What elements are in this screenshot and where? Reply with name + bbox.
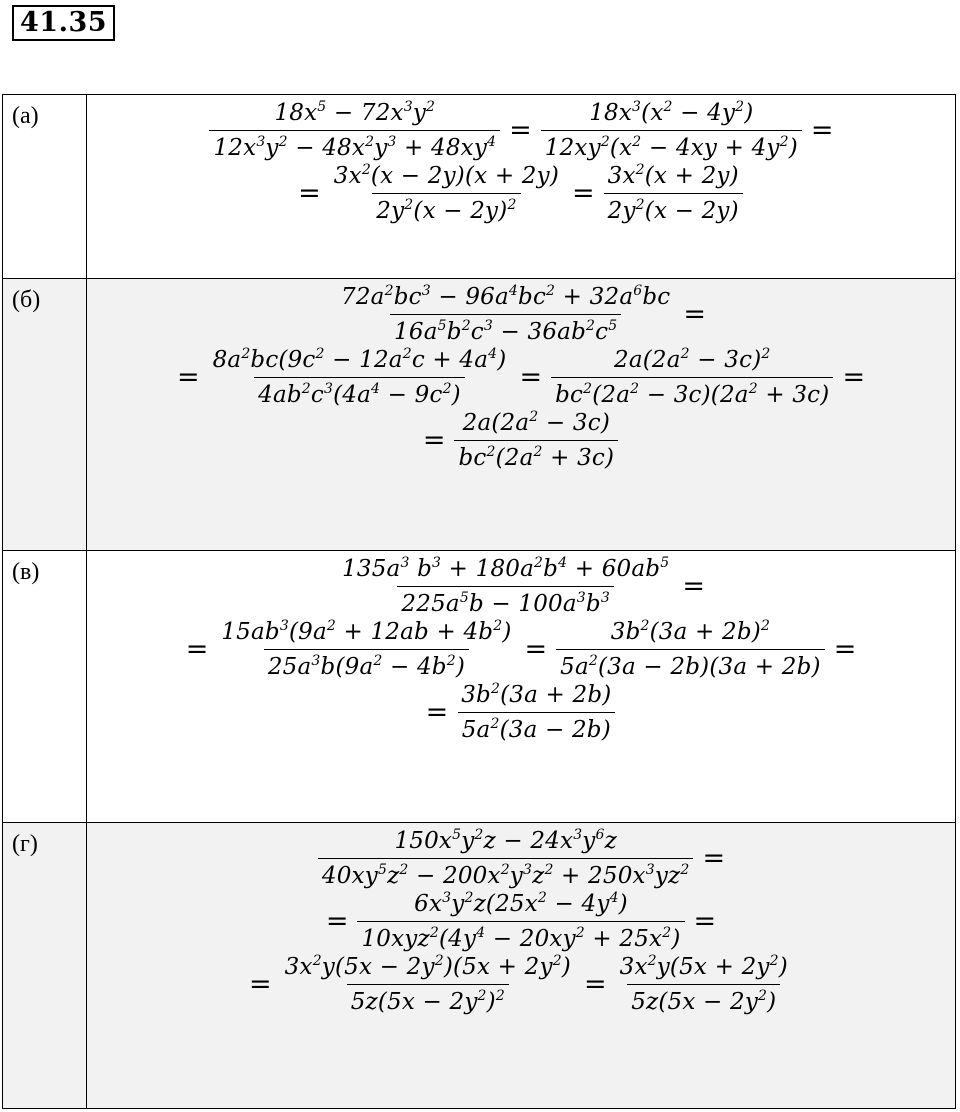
solution-table (2, 94, 956, 1109)
equation-block (87, 95, 955, 227)
fraction-numerator: $3x^2y(5x + 2y^2)$ (619, 953, 788, 980)
fraction-numerator: $3b^2(3a + 2b)$ (461, 681, 612, 708)
equation-line (313, 827, 729, 890)
fraction-numerator: $8a^2bc(9c^2 - 12a^2c + 4a^4)$ (212, 346, 507, 373)
fraction (330, 162, 563, 225)
equation-line (204, 99, 837, 162)
fraction-numerator: $18x^3(x^2 - 4y^2)$ (589, 99, 754, 126)
equals-sign: = (249, 969, 272, 1000)
equals-sign: = (176, 362, 200, 393)
fraction (281, 953, 575, 1016)
fraction-numerator: $3x^2y(5x - 2y^2)(5x + 2y^2)$ (284, 953, 571, 980)
fraction-numerator: $135a^3$ $b^3 + 180a^2b^4 + 60ab^5$ (342, 555, 670, 582)
fraction-numerator: $15ab^3(9a^2 + 12ab + 4b^2)$ (221, 618, 512, 645)
equals-sign: = (702, 843, 726, 874)
equation-block (87, 279, 955, 474)
fraction (457, 681, 615, 744)
fraction-denominator: $2y^2(x - 2y)^2$ (372, 193, 520, 225)
row-content (87, 95, 956, 279)
fraction-numerator: $18x^5 - 72x^3y^2$ (274, 99, 436, 126)
fraction-denominator: $225a^5b - 100a^3b^3$ (397, 586, 614, 618)
equals-sign: = (842, 362, 866, 393)
equals-sign: = (683, 299, 706, 330)
equals-sign: = (833, 634, 857, 665)
equals-sign: = (185, 634, 209, 665)
fraction-numerator: $6x^3y^2z(25x^2 - 4y^4)$ (414, 890, 628, 917)
fraction (337, 283, 674, 346)
fraction (209, 99, 500, 162)
equation-line (294, 162, 748, 225)
fraction-numerator: $3x^2(x + 2y)$ (607, 162, 739, 189)
fraction-denominator: $40xy^5z^2 - 200x^2y^3z^2 + 250x^3yz^2$ (318, 858, 694, 890)
solution-row (3, 279, 956, 551)
fraction-denominator: $12x^3y^2 - 48x^2y^3 + 48xy^4$ (209, 130, 500, 162)
equation-line (332, 283, 710, 346)
fraction (551, 346, 833, 409)
fraction (209, 346, 511, 409)
solution-row (3, 95, 956, 279)
fraction (217, 618, 515, 681)
equals-sign: = (298, 178, 321, 209)
fraction-denominator: $5a^2(3a - 2b)(3a + 2b)$ (556, 649, 825, 681)
fraction-denominator: $5z(5x - 2y^2)$ (627, 984, 780, 1016)
equation-line (245, 953, 797, 1016)
row-label: (г) (3, 823, 87, 1109)
equals-sign: = (425, 697, 449, 728)
fraction-denominator: $bc^2(2a^2 - 3c)(2a^2 + 3c)$ (551, 377, 833, 409)
fraction (454, 409, 618, 472)
equals-sign: = (810, 115, 834, 146)
fraction-numerator: $3b^2(3a + 2b)^2$ (610, 618, 771, 645)
solution-row (3, 551, 956, 823)
fraction (556, 618, 825, 681)
fraction (357, 890, 684, 953)
equation-line (419, 409, 623, 472)
fraction-denominator: $16a^5b^2c^3 - 36ab^2c^5$ (390, 314, 621, 346)
fraction-denominator: $2y^2(x - 2y)$ (604, 193, 743, 225)
equals-sign: = (524, 634, 548, 665)
equals-sign: = (519, 362, 543, 393)
row-label: (в) (3, 551, 87, 823)
equals-sign: = (422, 425, 446, 456)
fraction (541, 99, 802, 162)
row-content (87, 551, 956, 823)
row-label: (а) (3, 95, 87, 279)
equation-line (422, 681, 621, 744)
equals-sign: = (325, 906, 349, 937)
equals-sign: = (682, 571, 705, 602)
fraction-numerator: $3x^2(x - 2y)(x + 2y)$ (333, 162, 559, 189)
equation-line (333, 555, 709, 618)
fraction-denominator: $12xy^2(x^2 - 4xy + 4y^2)$ (541, 130, 802, 162)
solution-row (3, 823, 956, 1109)
equation-block (87, 823, 955, 1018)
fraction-denominator: $5a^2(3a - 2b)$ (458, 712, 615, 744)
row-label: (б) (3, 279, 87, 551)
fraction-numerator: $72a^2bc^3 - 96a^4bc^2 + 32a^6bc$ (341, 283, 671, 310)
problem-number: 41.35 (12, 5, 115, 41)
fraction (338, 555, 673, 618)
fraction-denominator: $25a^3b(9a^2 - 4b^2)$ (264, 649, 469, 681)
equation-block (87, 551, 955, 746)
fraction (604, 162, 743, 225)
fraction (616, 953, 792, 1016)
equation-line (322, 890, 720, 953)
fraction-denominator: $5z(5x - 2y^2)^2$ (347, 984, 509, 1016)
fraction-numerator: $2a(2a^2 - 3c)^2$ (614, 346, 771, 373)
equation-line (173, 346, 869, 409)
fraction (318, 827, 694, 890)
row-content (87, 823, 956, 1109)
equals-sign: = (572, 178, 595, 209)
equation-line (182, 618, 861, 681)
fraction-denominator: $bc^2(2a^2 + 3c)$ (454, 440, 618, 472)
fraction-denominator: $10xyz^2(4y^4 - 20xy^2 + 25x^2)$ (357, 921, 684, 953)
fraction-numerator: $2a(2a^2 - 3c)$ (462, 409, 610, 436)
equals-sign: = (693, 906, 717, 937)
row-content (87, 279, 956, 551)
equals-sign: = (583, 969, 607, 1000)
fraction-numerator: $150x^5y^2z - 24x^3y^6z$ (394, 827, 617, 854)
equals-sign: = (509, 115, 532, 146)
solution-table-body (3, 95, 956, 1109)
fraction-denominator: $4ab^2c^3(4a^4 - 9c^2)$ (254, 377, 465, 409)
